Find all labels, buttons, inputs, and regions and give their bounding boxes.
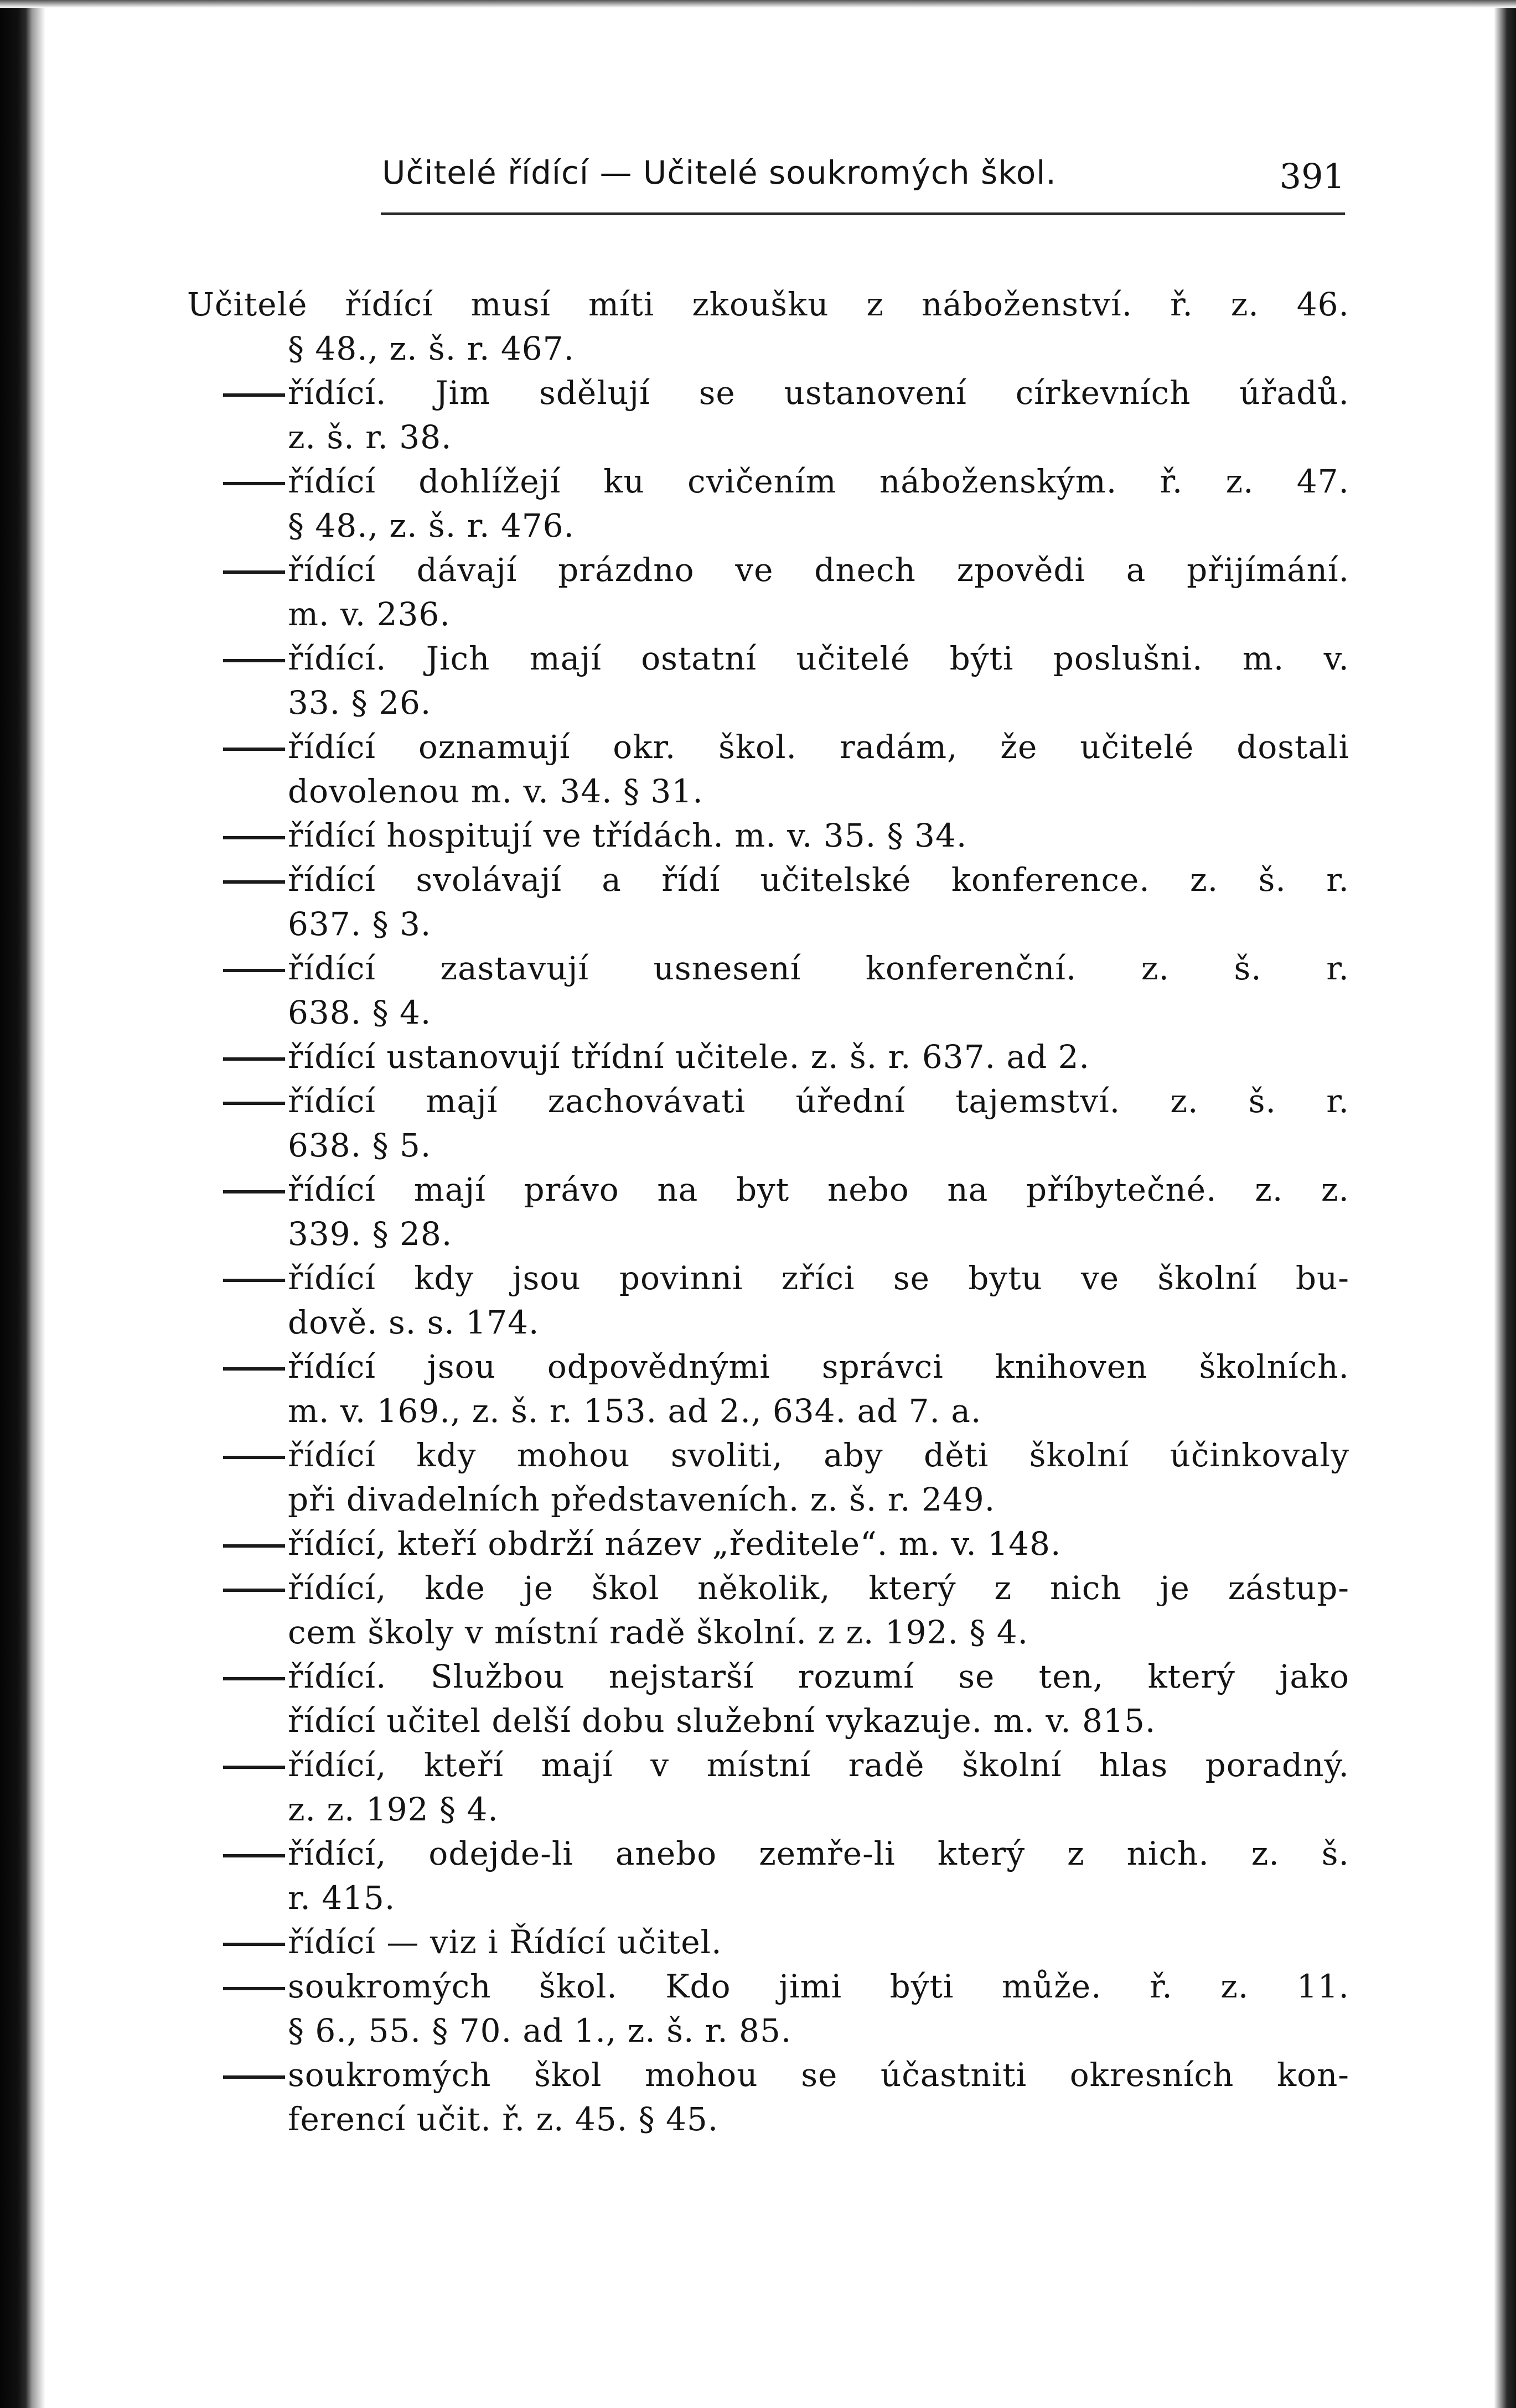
entry-dash <box>223 1831 285 1876</box>
entry-line: řídící hospitují ve třídách. m. v. 35. § 34. <box>288 817 967 854</box>
header-rule <box>381 212 1345 215</box>
entry-line: § 48., z. š. r. 467. <box>288 330 575 367</box>
entry-dash <box>223 371 285 415</box>
index-entry <box>187 813 1349 858</box>
entry-line: r. 415. <box>288 1879 396 1917</box>
index-entry <box>187 548 1349 636</box>
entry-line: řídící, odejde-li anebo zemře-li který z nich. z. š. <box>288 1835 1349 1872</box>
entry-dash <box>223 1920 285 1964</box>
entry-line: m. v. 169., z. š. r. 153. ad 2., 634. ad 7. a. <box>288 1392 982 1430</box>
index-entry <box>187 2053 1349 2141</box>
entry-line: řídící svolávají a řídí učitelské konference. z. š. r. <box>288 861 1349 899</box>
entry-dash <box>223 1345 285 1389</box>
book-gutter-shading <box>32 0 45 2408</box>
index-entry <box>187 1566 1349 1654</box>
entry-line: řídící. Jim sdělují se ustanovení církevních úřadů. <box>288 374 1349 412</box>
book-spine-shadow <box>0 0 32 2408</box>
index-entry <box>187 1964 1349 2053</box>
entry-line: řídící — viz i Řídící učitel. <box>288 1923 722 1961</box>
scan-top-edge <box>0 0 1516 8</box>
index-entry <box>187 858 1349 946</box>
entry-line: z. z. 192 § 4. <box>288 1791 499 1828</box>
entry-line: 638. § 4. <box>288 994 432 1031</box>
entry-line: řídící, kde je škol několik, který z nich je zástup- <box>288 1569 1349 1607</box>
page-number: 391 <box>1279 156 1345 196</box>
entry-line: řídící. Službou nejstarší rozumí se ten, který jako <box>288 1658 1349 1695</box>
entry-line: řídící mají zachovávati úřední tajemství. z. š. r. <box>288 1082 1349 1120</box>
entry-line: 33. § 26. <box>288 684 432 722</box>
entry-line: řídící jsou odpovědnými správci knihoven školních. <box>288 1348 1349 1385</box>
running-head: Učitelé řídící — Učitelé soukromých škol. <box>382 154 1057 191</box>
entry-line: dovolenou m. v. 34. § 31. <box>288 772 703 810</box>
index-entry <box>187 946 1349 1035</box>
entry-dash <box>223 1167 285 1212</box>
entry-line: 637. § 3. <box>288 905 432 943</box>
entry-line: řídící dohlížejí ku cvičením náboženským. ř. z. 47. <box>288 463 1349 500</box>
page-edge-shadow <box>1494 0 1516 2408</box>
entry-line: řídící dávají prázdno ve dnech zpovědi a přijímání. <box>288 551 1349 589</box>
index-entry <box>187 636 1349 725</box>
index-entry <box>187 459 1349 548</box>
index-entries <box>187 282 1349 2141</box>
entry-dash <box>223 548 285 592</box>
entry-line: Učitelé řídící musí míti zkoušku z náboženství. ř. z. 46. <box>187 286 1349 323</box>
entry-line: řídící kdy jsou povinni zříci se bytu ve školní bu- <box>288 1259 1349 1297</box>
index-entry <box>187 1256 1349 1345</box>
entry-dash <box>223 858 285 902</box>
entry-dash <box>223 1522 285 1566</box>
entry-line: řídící zastavují usnesení konferenční. z. š. r. <box>288 949 1349 987</box>
entry-line: řídící mají právo na byt nebo na příbytečné. z. z. <box>288 1171 1349 1208</box>
entry-line: soukromých škol. Kdo jimi býti může. ř. z. 11. <box>288 1968 1349 2005</box>
entry-line: řídící oznamují okr. škol. radám, že učitelé dostali <box>288 728 1349 766</box>
index-entry <box>187 1433 1349 1522</box>
entry-line: z. š. r. 38. <box>288 418 452 456</box>
entry-line: řídící, kteří obdrží název „ředitele“. m. v. 148. <box>288 1525 1062 1563</box>
entry-dash <box>223 1654 285 1699</box>
entry-line: m. v. 236. <box>288 595 451 633</box>
entry-line: řídící kdy mohou svoliti, aby děti školní účinkovaly <box>288 1436 1349 1474</box>
index-entry <box>187 1831 1349 1920</box>
index-entry <box>187 1079 1349 1167</box>
page-header <box>382 154 1345 198</box>
entry-line: řídící ustanovují třídní učitele. z. š. r. 637. ad 2. <box>288 1038 1090 1076</box>
entry-line: § 6., 55. § 70. ad 1., z. š. r. 85. <box>288 2012 792 2049</box>
entry-dash <box>223 1256 285 1300</box>
index-entry <box>187 1345 1349 1433</box>
entry-dash <box>223 1079 285 1123</box>
index-entry <box>187 1654 1349 1743</box>
entry-dash <box>223 459 285 504</box>
index-entry <box>187 1167 1349 1256</box>
entry-dash <box>223 2053 285 2097</box>
entry-dash <box>223 636 285 681</box>
index-entry <box>187 1920 1349 1964</box>
entry-line: 339. § 28. <box>288 1215 453 1253</box>
entry-line: § 48., z. š. r. 476. <box>288 507 575 544</box>
index-entry <box>187 282 1349 371</box>
entry-line: řídící učitel delší dobu služební vykazuje. m. v. 815. <box>288 1702 1156 1740</box>
entry-line: řídící. Jich mají ostatní učitelé býti poslušni. m. v. <box>288 640 1349 677</box>
index-entry <box>187 1035 1349 1079</box>
entry-line: dově. s. s. 174. <box>288 1304 540 1341</box>
entry-dash <box>223 1433 285 1477</box>
entry-line: ferencí učit. ř. z. 45. § 45. <box>288 2100 719 2138</box>
entry-dash <box>223 725 285 769</box>
entry-line: řídící, kteří mají v místní radě školní hlas poradný. <box>288 1746 1349 1784</box>
index-entry <box>187 371 1349 459</box>
entry-line: soukromých škol mohou se účastniti okresních kon- <box>288 2056 1349 2094</box>
entry-line: při divadelních představeních. z. š. r. 249. <box>288 1481 996 1518</box>
entry-dash <box>223 1743 285 1787</box>
entry-dash <box>223 1035 285 1079</box>
entry-dash <box>223 946 285 990</box>
index-entry <box>187 1743 1349 1831</box>
entry-line: cem školy v místní radě školní. z z. 192. § 4. <box>288 1613 1029 1651</box>
entry-line: 638. § 5. <box>288 1127 432 1164</box>
entry-dash <box>223 1566 285 1610</box>
entry-dash <box>223 1964 285 2009</box>
index-entry <box>187 725 1349 813</box>
entry-dash <box>223 813 285 858</box>
index-entry <box>187 1522 1349 1566</box>
